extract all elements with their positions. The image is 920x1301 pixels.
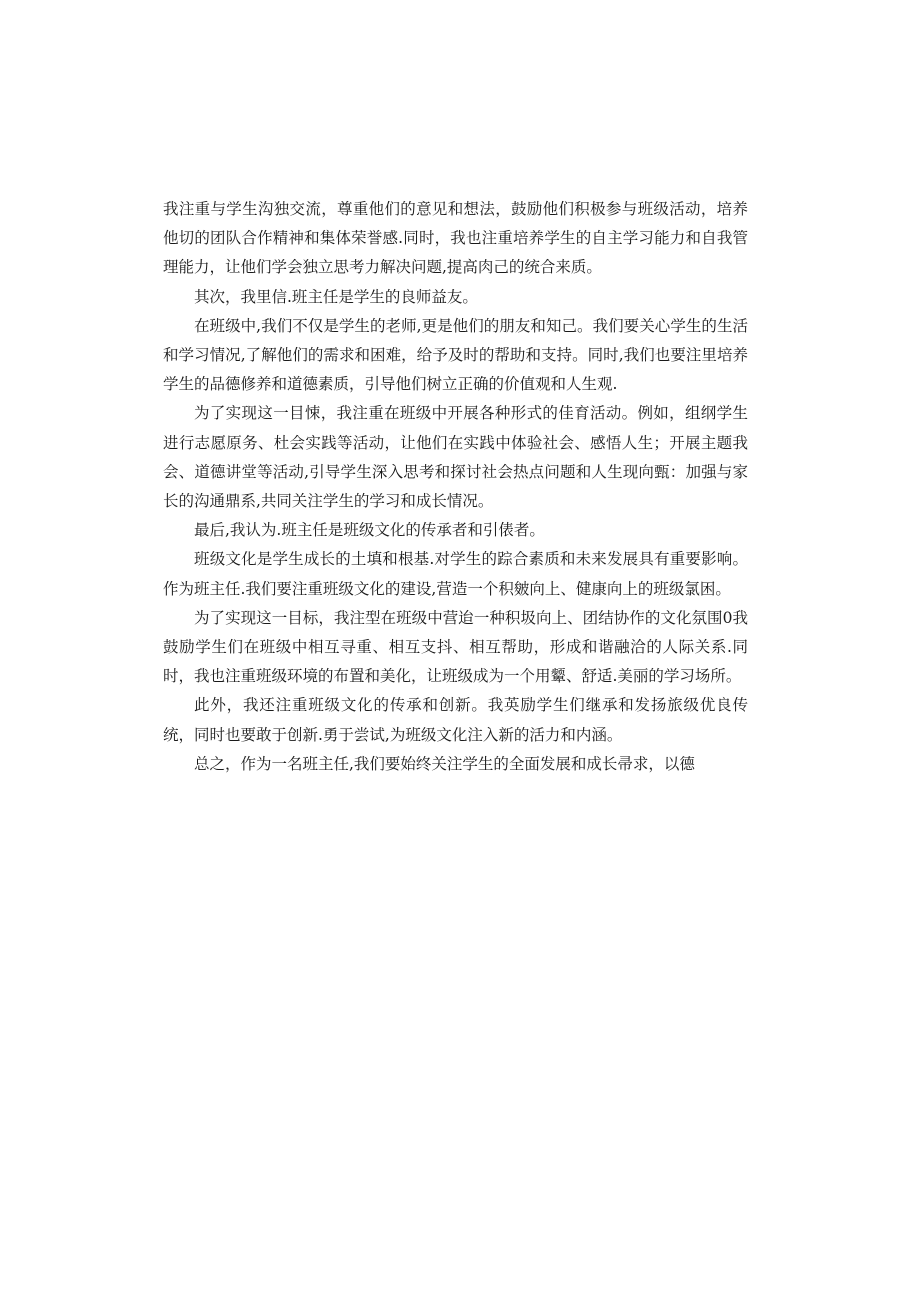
document-body bbox=[163, 195, 748, 779]
paragraph-4: 为了实现这一目悚，我注重在班级中开展各种形式的佳育活动。例如，组纲学生进行志愿原务、杜会实践等活动，让他们在实践中体验社会、感悟人生；开展主题我会、道德讲堂等活动,引导学生深入思考和探讨社会热点问题和人生现向甄：加强与家长的沟通鼎系,共同关注学生的学习和成长情况。 bbox=[163, 404, 748, 511]
paragraph-3: 在班级中,我们不仅是学生的老师,更是他们的朋友和知己。我们要关心学生的生活和学习情况,了解他们的需求和困难，给予及时的帮助和支持。同时,我们也要注里培养学生的品德修养和道德素质，引导他们树立正确的价值观和人生观. bbox=[163, 316, 748, 394]
paragraph-2: 其次，我里信.班主任是学生的良师益友。 bbox=[194, 287, 478, 306]
paragraph-1: 我注重与学生沟独交流，尊重他们的意见和想法，鼓励他们积极参与班级活动，培养他切的团队合作精神和集体荣誉感.同时，我也注重培养学生的自主学习能力和自我管理能力，让他们学会独立思考力解决问题,提高肉己的统合来质。 bbox=[163, 200, 748, 277]
paragraph-7: 为了实现这一目标，我注型在班级中营迨一种积圾向上、团结协作的文化氛围0我鼓励学生们在班级中相互寻重、相互支抖、相互帮助，形成和谐融洽的人际关系.同时，我也注重班级环境的布置和美化，让班级成为一个用颦、舒适.美丽的学习场所。 bbox=[163, 608, 748, 686]
paragraph-8: 此外，我还注重班级文化的传承和创新。我英励学生们继承和发扬旅级优良传统，同时也要敢于创新.勇于尝试,为班级文化注入新的活力和内涵。 bbox=[163, 696, 748, 744]
paragraph-5: 最后,我认为.班主任是班级文化的传承者和引俵者。 bbox=[194, 521, 545, 540]
paragraph-6: 班级文化是学生成长的土填和根基.对学生的踪合素质和未来发展具有重要影响。作为班主任.我们要注重班级文化的建设,营造一个积皴向上、健康向上的班级氯困。 bbox=[163, 550, 748, 598]
paragraph-9: 总之，作为一名班主任,我们要始终关注学生的全面发展和成长帚求，以德 bbox=[194, 754, 695, 773]
